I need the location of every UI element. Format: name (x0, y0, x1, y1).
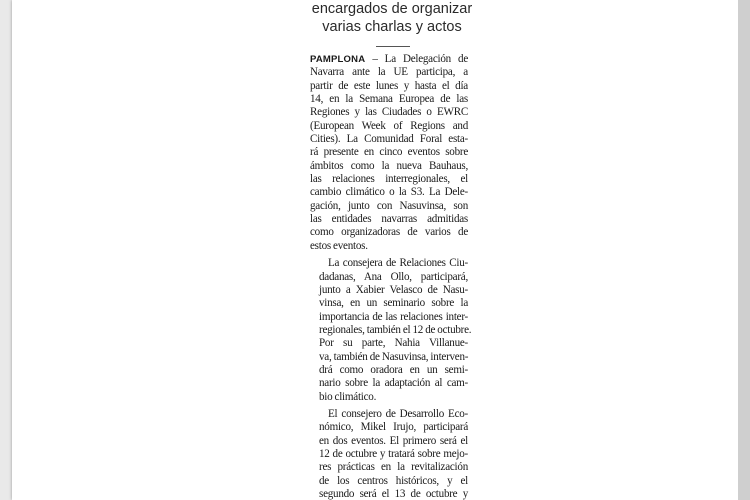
text-line: de los centros históricos, y el (319, 474, 468, 487)
article-paragraph (310, 257, 472, 404)
text-line: gación, junto con Nasuvinsa, son (310, 199, 468, 212)
article-paragraph (310, 408, 468, 500)
separator-rule (376, 46, 410, 47)
text-line: como organizadoras de varios de (310, 226, 468, 239)
text-line: Cities). La Comunidad Foral esta- (310, 133, 468, 146)
article-subheadline (300, 0, 484, 36)
article-body (310, 53, 472, 500)
text-line: partir de este lunes y hasta el día (310, 79, 468, 92)
text-line: Navarra ante la UE participa, a (310, 66, 468, 79)
article-paragraph (310, 53, 468, 253)
text-line: va, también de Nasuvinsa, interven- (319, 350, 469, 363)
text-line: Regiones y las Ciudades o EWRC (310, 106, 468, 119)
text-line: (European Week of Regions and (310, 119, 468, 132)
text-line: las relaciones interregionales, el (310, 173, 468, 186)
newspaper-page (12, 0, 738, 500)
text-line: El consejero de Desarrollo Eco- (328, 407, 468, 420)
text-line: bio climático. (319, 390, 377, 403)
text-line: cambio climático o la S3. La Dele- (310, 186, 468, 199)
text-line: res prácticas en la revitalización (319, 461, 468, 474)
text-line: vinsa, en un seminario sobre la (319, 297, 468, 310)
text-line: en dos eventos. El primero será el (319, 434, 468, 447)
text-line: dadanas, Ana Ollo, participará, (319, 270, 468, 283)
text-line: importancia de las relaciones inter- (319, 310, 468, 323)
text-line: PAMPLONA – La Delegación de (310, 53, 468, 65)
text-line: regionales, también el 12 de octubre. (319, 323, 472, 336)
text-line: junto a Xabier Velasco de Nasu- (319, 283, 468, 296)
text-line: las entidades navarras admitidas (310, 213, 468, 226)
dateline: PAMPLONA (310, 54, 366, 65)
text-line: 12 de octubre y tratará sobre mejo- (319, 447, 468, 460)
subhead-line: varias charlas y actos (322, 19, 462, 35)
text-line: nario sobre la adaptación al cam- (319, 377, 468, 390)
subhead-line: encargados de organizar (311, 1, 473, 17)
text-line: estos eventos. (310, 239, 368, 252)
text-line: La consejera de Relaciones Ciu- (328, 257, 468, 270)
text-line: nómico, Mikel Irujo, participará (319, 421, 468, 434)
text-line: Por su parte, Nahia Villanue- (319, 337, 468, 350)
viewer-background-edge (738, 0, 750, 500)
text-line: ámbitos como la nueva Bauhaus, (310, 159, 468, 172)
text-line: rá presente en cinco eventos sobre (310, 146, 468, 159)
text-line: 14, en la Semana Europea de las (310, 93, 468, 106)
text-line: drá como oradora en un semi- (319, 363, 468, 376)
text-line: segundo será el 13 de octubre y (319, 488, 468, 500)
